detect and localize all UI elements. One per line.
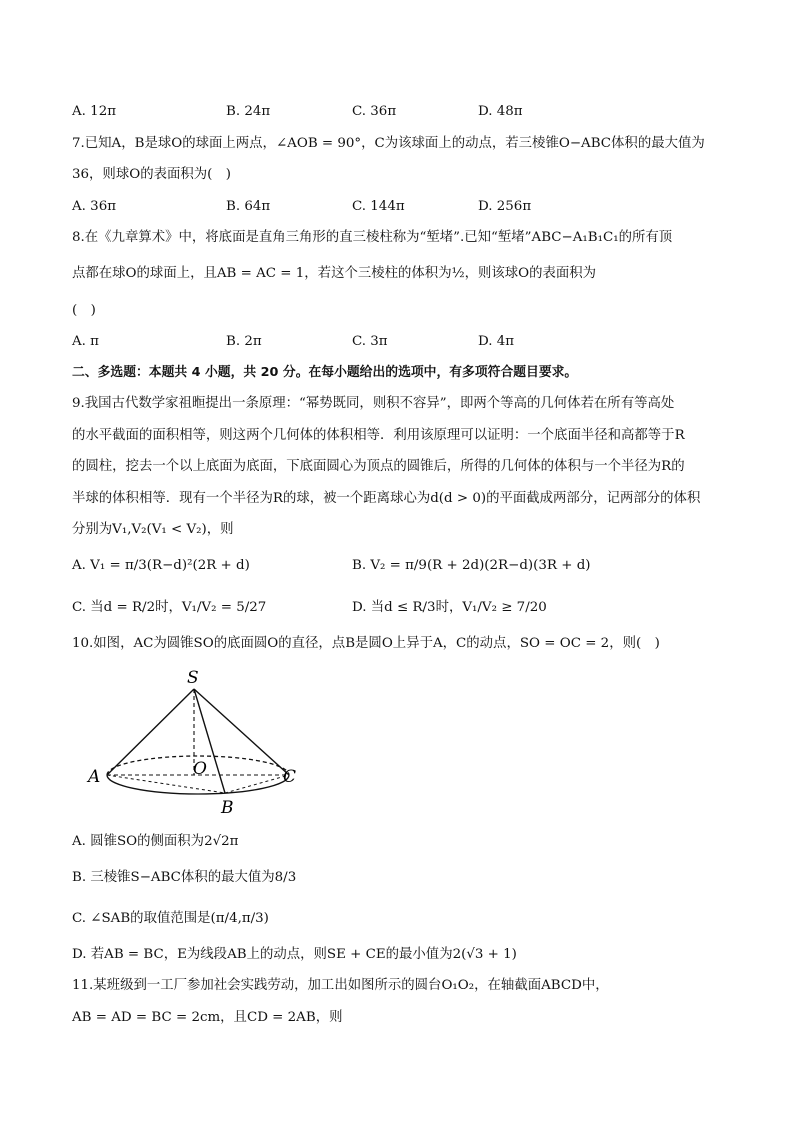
label-o: O [193,759,207,779]
q8-stem-line1: 8.在《九章算术》中，将底面是直角三角形的直三棱柱称为“堑堵”.已知“堑堵”ABC−A₁B₁C₁的所有顶 [72,230,673,245]
q11-stem-line1: 11.某班级到一工厂参加社会实践劳动，加工出如图所示的圆台O₁O₂，在轴截面ABCD中， [72,978,609,993]
q8-stem-line2: 点都在球O的球面上，且AB = AC = 1，若这个三棱柱的体积为½，则该球O的表面积为 [72,266,597,281]
q9-option-b: B. V₂ = π/9(R + 2d)(2R−d)(3R + d) [352,558,591,573]
q6-option-b: B. 24π [226,104,271,119]
q9-stem-line1: 9.我国古代数学家祖暅提出一条原理：“幂势既同，则积不容异”，即两个等高的几何体若在所有等高处 [72,396,675,411]
q6-option-a: A. 12π [72,104,117,119]
q9-stem-line2: 的水平截面的面积相等，则这两个几何体的体积相等．利用该原理可以证明：一个底面半径和高都等于R [72,428,685,443]
q9-option-d: D. 当d ≤ R/3时，V₁/V₂ ≥ 7/20 [352,600,547,615]
q9-stem-line5: 分别为V₁,V₂(V₁ < V₂)，则 [72,522,234,537]
q9-option-c: C. 当d = R/2时，V₁/V₂ = 5/27 [72,600,267,615]
q8-option-b: B. 2π [226,334,262,349]
q7-stem-line2: 36，则球O的表面积为( ) [72,167,231,182]
q11-stem-line2: AB = AD = BC = 2cm，且CD = 2AB，则 [72,1010,343,1025]
q8-option-c: C. 3π [352,334,388,349]
q8-stem-line3: ( ) [72,303,96,318]
generatrix-sa [107,689,194,775]
q9-stem-line4: 半球的体积相等．现有一个半径为R的球，被一个距离球心为d(d > 0)的平面截成两部分，记两部分的体积 [72,491,701,506]
generatrix-sc [194,689,289,775]
q9-stem-line3: 的圆柱，挖去一个以上底面为底面，下底面圆心为顶点的圆锥后，所得的几何体的体积与一个半径为R的 [72,459,685,474]
cone-figure [80,665,310,825]
q7-option-b: B. 64π [226,199,271,214]
label-c: C [283,767,297,787]
section-header: 二、多选题：本题共 4 小题，共 20 分。在每小题给出的选项中，有多项符合题目要求。 [72,365,578,380]
q10-option-d: D. 若AB = BC，E为线段AB上的动点，则SE + CE的最小值为2(√3 + 1) [72,947,517,962]
label-s: S [187,668,199,688]
q9-option-a: A. V₁ = π/3(R−d)²(2R + d) [72,558,250,573]
label-b: B [221,798,234,818]
q10-option-a: A. 圆锥SO的侧面积为2√2π [72,834,239,849]
label-a: A [88,767,101,787]
q7-option-a: A. 36π [72,199,117,214]
q7-option-d: D. 256π [478,199,532,214]
q6-option-d: D. 48π [478,104,523,119]
q10-stem-line1: 10.如图，AC为圆锥SO的底面圆O的直径，点B是圆O上异于A，C的动点，SO = OC = 2，则( ) [72,636,660,651]
q8-option-d: D. 4π [478,334,515,349]
q10-option-c: C. ∠SAB的取值范围是(π/4,π/3) [72,911,269,926]
q6-option-c: C. 36π [352,104,397,119]
q8-option-a: A. π [72,334,99,349]
q10-option-b: B. 三棱锥S−ABC体积的最大值为8/3 [72,870,297,885]
q7-option-c: C. 144π [352,199,405,214]
chord-ab [107,775,225,793]
q7-stem-line1: 7.已知A，B是球O的球面上两点，∠AOB = 90°，C为该球面上的动点，若三棱锥O−ABC体积的最大值为 [72,136,705,151]
